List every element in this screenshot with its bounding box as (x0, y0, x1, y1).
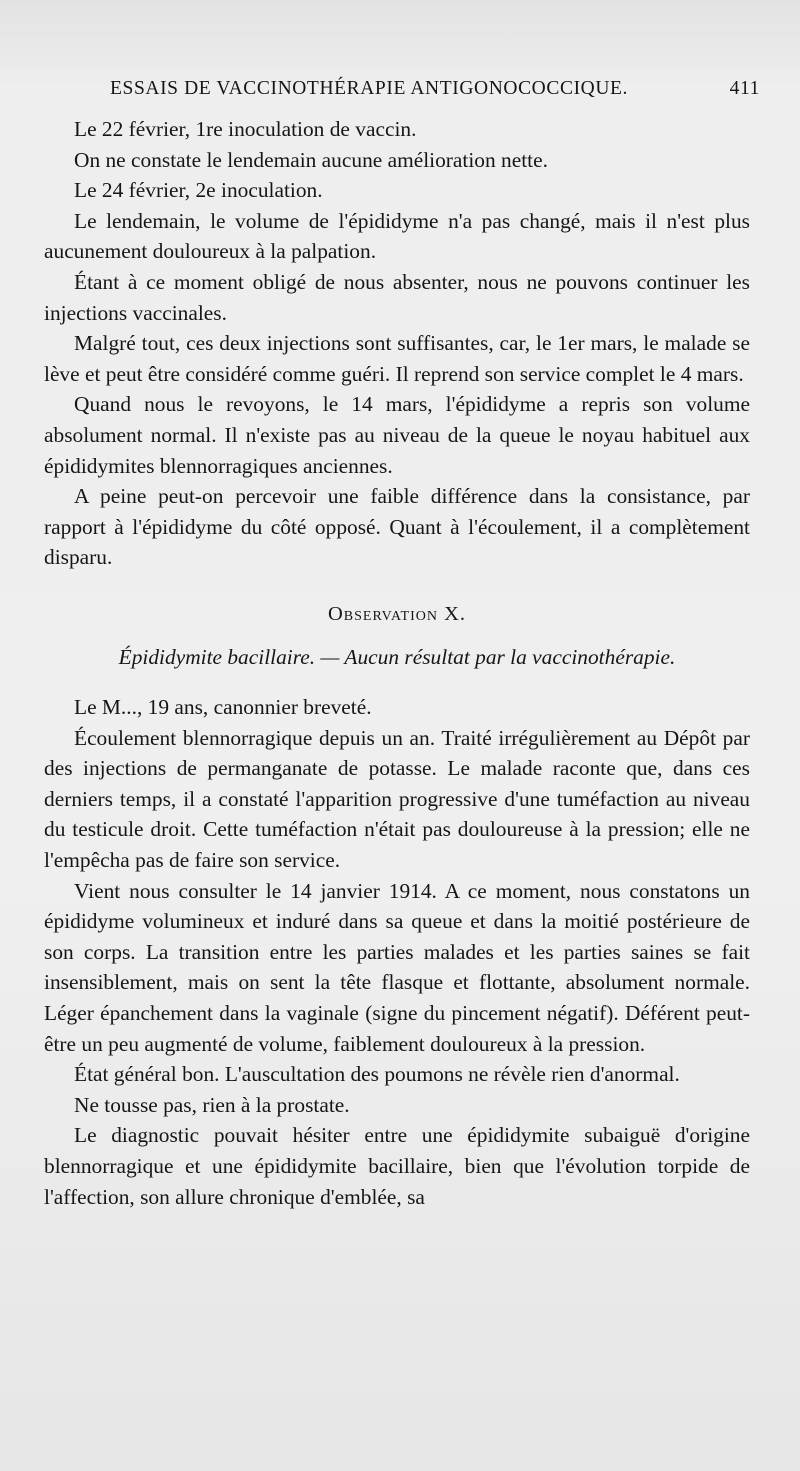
paragraph: Le lendemain, le volume de l'épididyme n'a pas changé, mais il n'est plus aucunement douloureux à la palpation. (44, 208, 750, 264)
paragraph: Vient nous consulter le 14 janvier 1914. A ce moment, nous constatons un épididyme volumineux et induré dans sa queue et dans la moitié postérieure de son corps. La transition entre les parties malades et les parties saines se fait insensiblement, mais on sent la tête flasque et flottante, absolument normale. Léger épanchement dans la vaginale (signe du pincement négatif). Déférent peut-être un peu augmenté de volume, faiblement douloureux à la pression. (44, 878, 750, 1056)
paragraph: A peine peut-on percevoir une faible différence dans la consistance, par rapport à l'épididyme du côté opposé. Quant à l'écoulement, il a complètement disparu. (44, 484, 750, 570)
page-number: 411 (729, 78, 760, 99)
paragraph: Écoulement blennorragique depuis un an. Traité irrégulièrement au Dépôt par des injections de permanganate de potasse. Le malade raconte que, dans ces derniers temps, il a constaté l'apparition progressive d'une tuméfaction au niveau du testicule droit. Cette tuméfaction n'était pas douloureuse à la pression; elle ne l'empêcha pas de faire son service. (44, 725, 750, 873)
observation-heading-text: Observation X. (327, 602, 467, 625)
page-body (44, 114, 750, 1212)
paragraph: Ne tousse pas, rien à la prostate. (74, 1092, 350, 1117)
paragraph: Étant à ce moment obligé de nous absenter, nous ne pouvons continuer les injections vaccinales. (44, 269, 750, 325)
running-header (110, 78, 760, 100)
paragraph: On ne constate le lendemain aucune amélioration nette. (74, 147, 548, 172)
observation-heading (44, 599, 750, 630)
paragraph: Le M..., 19 ans, canonnier breveté. (74, 695, 372, 720)
paragraph: Le diagnostic pouvait hésiter entre une épididymite subaiguë d'origine blennorragique et une épididymite bacillaire, bien que l'évolution torpide de l'affection, son allure chronique d'emblée, sa (44, 1123, 750, 1209)
paragraph: Quand nous le revoyons, le 14 mars, l'épididyme a repris son volume absolument normal. Il n'existe pas au niveau de la queue le noyau habituel aux épididymites blennorragiques anciennes. (44, 392, 750, 478)
paragraph: Le 22 février, 1re inoculation de vaccin. (74, 117, 417, 141)
paragraph: Le 24 février, 2e inoculation. (74, 178, 323, 203)
running-title: ESSAIS DE VACCINOTHÉRAPIE ANTIGONOCOCCIQUE. (110, 78, 629, 99)
paragraph: Malgré tout, ces deux injections sont suffisantes, car, le 1er mars, le malade se lève et peut être considéré comme guéri. Il reprend son service complet le 4 mars. (44, 331, 750, 386)
paragraph: État général bon. L'auscultation des poumons ne révèle rien d'anormal. (74, 1062, 680, 1087)
observation-subtitle: Épididymite bacillaire. — Aucun résultat par la vaccinothérapie. (118, 644, 676, 669)
